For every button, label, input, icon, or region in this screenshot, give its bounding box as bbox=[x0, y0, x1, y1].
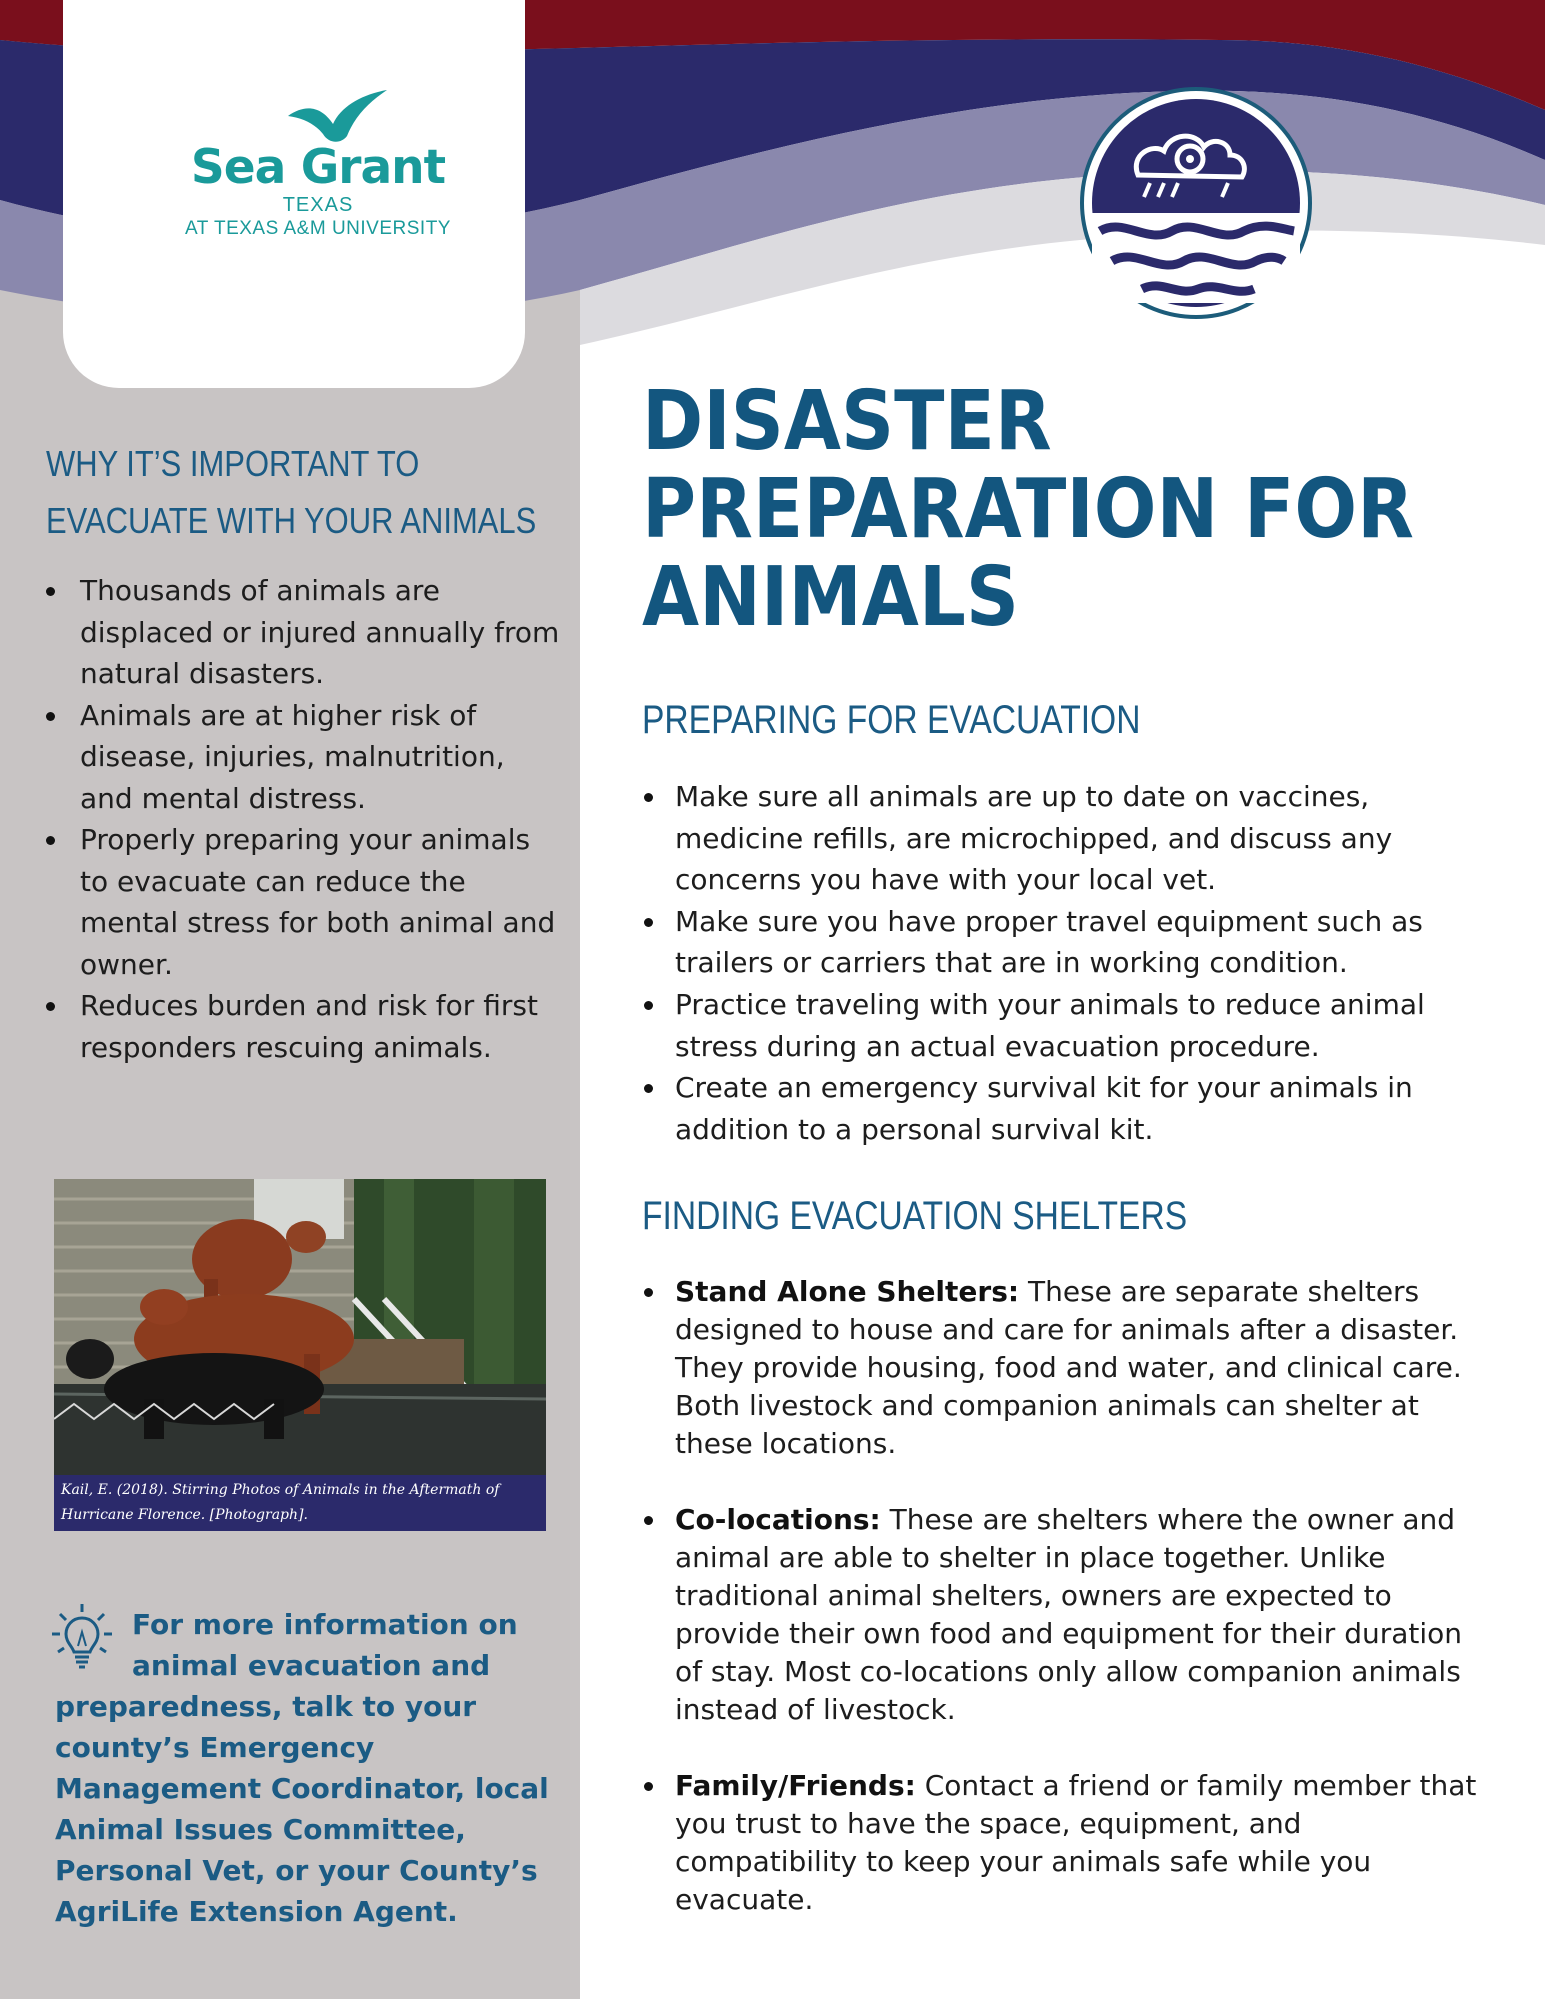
why-heading-line2: EVACUATE WITH YOUR ANIMALS bbox=[46, 500, 537, 541]
shelter-list bbox=[642, 1273, 1492, 1957]
preparing-heading: PREPARING FOR EVACUATION bbox=[642, 698, 1141, 742]
page-title-line3: ANIMALS bbox=[642, 550, 1020, 645]
logo-subtitle-university: AT TEXAS A&M UNIVERSITY bbox=[185, 218, 451, 239]
list-item: Properly preparing your animals to evacuate can reduce the mental stress for both animal and owner. bbox=[46, 819, 566, 985]
logo-subtitle-state: TEXAS bbox=[282, 194, 354, 216]
list-item bbox=[642, 1501, 1492, 1729]
logo-wordmark: Sea Grant bbox=[190, 140, 446, 195]
list-item: Make sure you have proper travel equipment such as trailers or carriers that are in working condition. bbox=[642, 901, 1492, 984]
shelter-text: Contact a friend or family member that you trust to have the space, equipment, and compatibility to keep your animals safe while you evacuate. bbox=[675, 1769, 1477, 1916]
list-item: Thousands of animals are displaced or injured annually from natural disasters. bbox=[46, 570, 566, 695]
storm-cloud-waves-icon bbox=[1078, 85, 1314, 321]
more-info-callout: For more information on animal evacuation and preparedness, talk to your county’s Emergency Management Coordinator, local Animal Issues Committee, Personal Vet, or your County’s AgriLife Extension Agent. bbox=[55, 1608, 549, 1928]
list-item bbox=[642, 1767, 1492, 1919]
list-item: Animals are at higher risk of disease, injuries, malnutrition, and mental distress. bbox=[46, 695, 566, 820]
seabird-icon bbox=[283, 88, 393, 148]
photo-caption-line1: Kail, E. (2018). Stirring Photos of Animals in the Aftermath of bbox=[61, 1482, 500, 1498]
shelter-text: These are separate shelters designed to house and care for animals after a disaster. They provide housing, food and water, and clinical care. Both livestock and companion animals can shelter at these locations. bbox=[675, 1275, 1462, 1460]
page-title-line1: DISASTER bbox=[642, 374, 1052, 469]
list-item: Create an emergency survival kit for your animals in addition to a personal survival kit. bbox=[642, 1067, 1492, 1150]
page-title-line2: PREPARATION FOR bbox=[642, 462, 1414, 557]
finding-heading: FINDING EVACUATION SHELTERS bbox=[642, 1194, 1188, 1238]
list-item bbox=[642, 1273, 1492, 1463]
preparing-list bbox=[642, 776, 1492, 1150]
list-item: Reduces burden and risk for first responders rescuing animals. bbox=[46, 985, 566, 1068]
shelter-text: These are shelters where the owner and animal are able to shelter in place together. Unlike traditional animal shelters, owners are expected to provide their own food and equipment for their duration of stay. Most co-locations only allow companion animals instead of livestock. bbox=[675, 1503, 1463, 1726]
logo-card bbox=[63, 0, 525, 388]
page-title bbox=[642, 374, 1416, 645]
why-heading-line1: WHY IT’S IMPORTANT TO bbox=[46, 443, 420, 484]
cattle-flood-photo bbox=[54, 1179, 546, 1475]
shelter-label: Family/Friends: bbox=[675, 1769, 916, 1802]
list-item: Practice traveling with your animals to reduce animal stress during an actual evacuation procedure. bbox=[642, 984, 1492, 1067]
photo-caption-line2: Hurricane Florence. [Photograph]. bbox=[61, 1507, 308, 1523]
shelter-label: Co-locations: bbox=[675, 1503, 881, 1536]
photo-caption bbox=[54, 1475, 546, 1531]
shelter-label: Stand Alone Shelters: bbox=[675, 1275, 1020, 1308]
why-heading bbox=[46, 435, 537, 549]
why-list bbox=[46, 570, 566, 1068]
list-item: Make sure all animals are up to date on vaccines, medicine refills, are microchipped, and discuss any concerns you have with your local vet. bbox=[642, 776, 1492, 901]
